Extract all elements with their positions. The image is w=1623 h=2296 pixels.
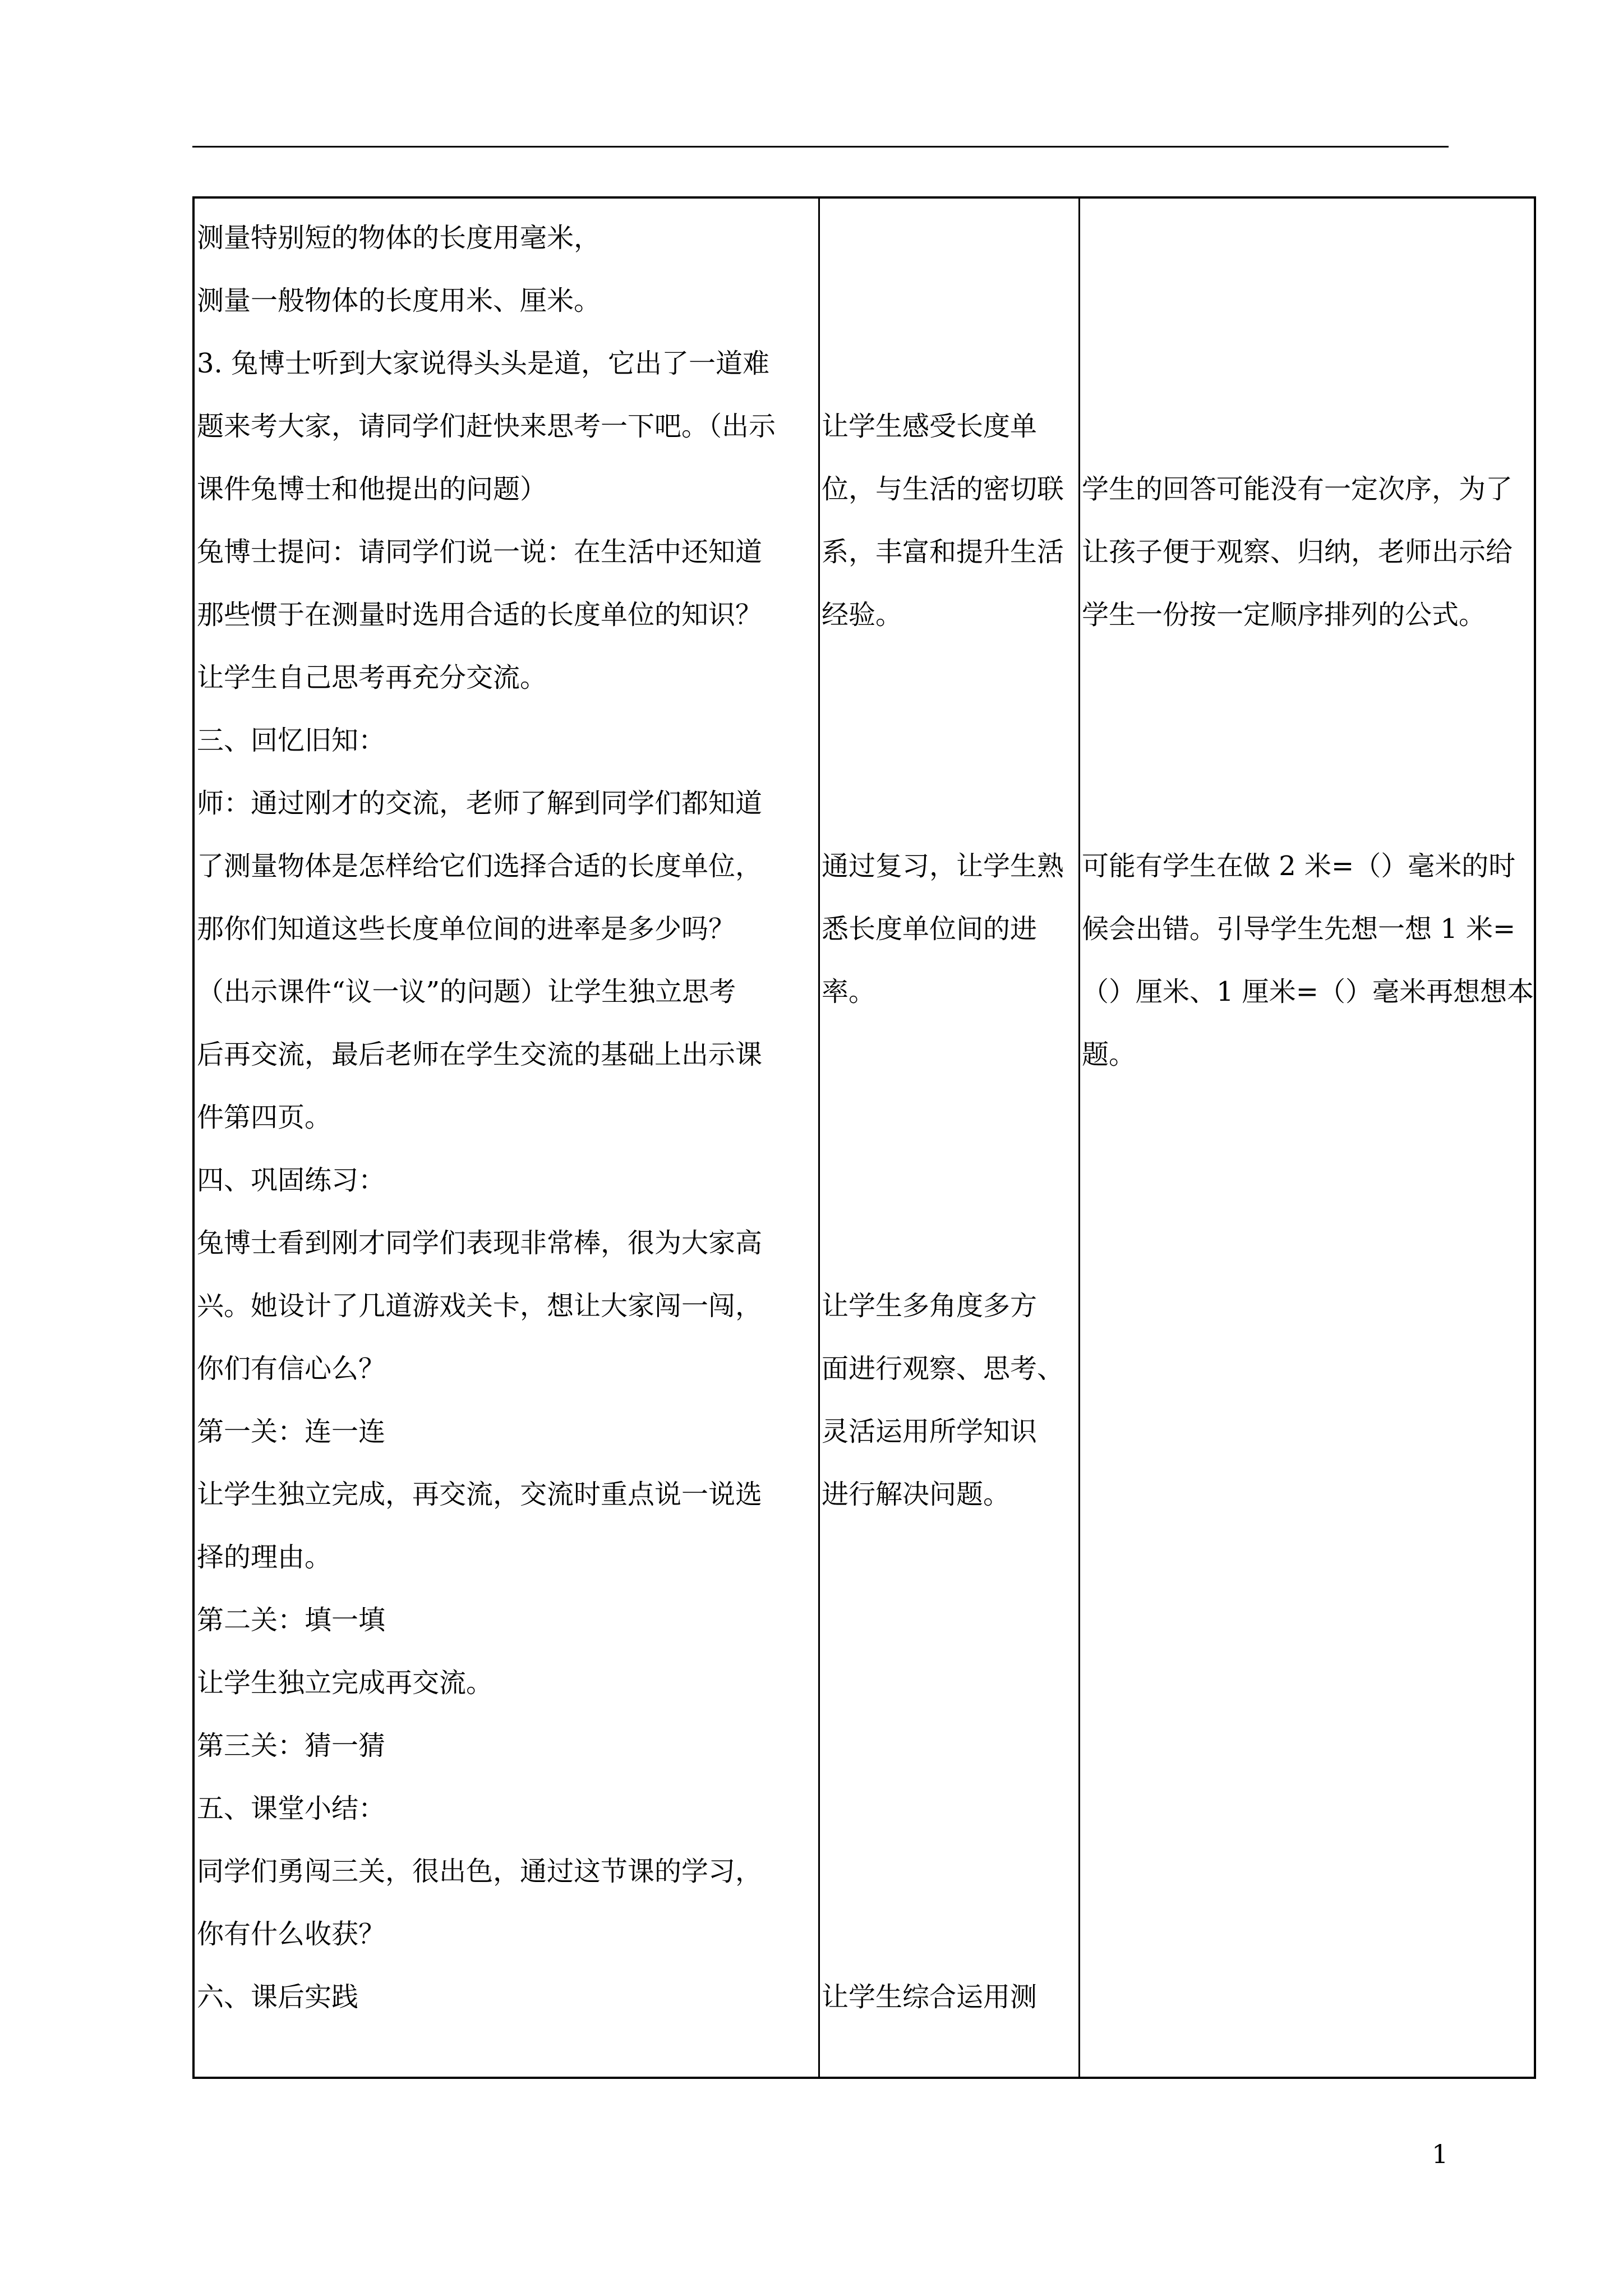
- text-line: 悉长度单位间的进: [822, 913, 1038, 945]
- lesson-plan-table: [192, 196, 1536, 2079]
- text-line: 候会出错。引导学生先想一想 1 米=: [1082, 913, 1516, 945]
- text-line: 你有什么收获？: [197, 1918, 386, 1950]
- text-line: 件第四页。: [197, 1102, 332, 1133]
- header-rule: [192, 146, 1449, 148]
- text-line: 让学生综合运用测: [822, 1981, 1038, 2013]
- text-line: 面进行观察、思考、: [822, 1353, 1064, 1384]
- text-line: 让学生自己思考再充分交流。: [197, 662, 547, 693]
- text-line: 后再交流，最后老师在学生交流的基础上出示课: [197, 1039, 763, 1070]
- text-line: 课件兔博士和他提出的问题）: [197, 473, 547, 505]
- column-divider: [818, 199, 820, 2077]
- text-line: 进行解决问题。: [822, 1479, 1011, 1510]
- text-line: 那些惯于在测量时选用合适的长度单位的知识？: [197, 599, 763, 631]
- text-line: 第三关：猜一猜: [197, 1730, 386, 1761]
- text-line: 让学生多角度多方: [822, 1290, 1038, 1322]
- section-heading: 三、回忆旧知：: [197, 725, 386, 756]
- text-line: 学生一份按一定顺序排列的公式。: [1082, 599, 1486, 631]
- text-line: 让孩子便于观察、归纳，老师出示给: [1082, 536, 1513, 568]
- design-intent-column: [822, 199, 1077, 2077]
- text-line: 灵活运用所学知识: [822, 1416, 1038, 1447]
- text-line: 通过复习，让学生熟: [822, 850, 1064, 882]
- section-heading: 四、巩固练习：: [197, 1165, 386, 1196]
- text-line: 3. 兔博士听到大家说得头头是道，它出了一道难: [197, 348, 770, 379]
- text-line: 可能有学生在做 2 米=（）毫米的时: [1082, 850, 1516, 882]
- text-line: 择的理由。: [197, 1542, 332, 1573]
- column-divider: [1078, 199, 1080, 2077]
- text-line: 测量特别短的物体的长度用毫米，: [197, 222, 601, 254]
- notes-column: [1082, 199, 1533, 2077]
- text-line: 兔博士看到刚才同学们表现非常棒，很为大家高: [197, 1227, 763, 1259]
- text-line: 了测量物体是怎样给它们选择合适的长度单位，: [197, 850, 763, 882]
- text-line: （出示课件“议一议”的问题）让学生独立思考: [197, 976, 736, 1007]
- section-heading: 六、课后实践: [197, 1981, 359, 2013]
- text-line: 兴。她设计了几道游戏关卡，想让大家闯一闯，: [197, 1290, 763, 1322]
- text-line: 率。: [822, 976, 876, 1007]
- text-line: 测量一般物体的长度用米、厘米。: [197, 285, 601, 316]
- text-line: 兔博士提问：请同学们说一说：在生活中还知道: [197, 536, 763, 568]
- text-line: 题来考大家，请同学们赶快来思考一下吧。（出示: [197, 411, 776, 442]
- text-line: （）厘米、1 厘米=（）毫米再想想本: [1082, 976, 1534, 1007]
- text-line: 同学们勇闯三关，很出色，通过这节课的学习，: [197, 1856, 763, 1887]
- text-line: 让学生感受长度单: [822, 411, 1038, 442]
- text-line: 让学生独立完成再交流。: [197, 1667, 494, 1699]
- text-line: 题。: [1082, 1039, 1136, 1070]
- text-line: 师：通过刚才的交流，老师了解到同学们都知道: [197, 788, 763, 819]
- text-line: 经验。: [822, 599, 903, 631]
- text-line: 那你们知道这些长度单位间的进率是多少吗？: [197, 913, 736, 945]
- text-line: 系，丰富和提升生活: [822, 536, 1064, 568]
- text-line: 学生的回答可能没有一定次序，为了: [1082, 473, 1513, 505]
- text-line: 让学生独立完成，再交流，交流时重点说一说选: [197, 1479, 763, 1510]
- section-heading: 五、课堂小结：: [197, 1793, 386, 1824]
- page-number: 1: [1432, 2139, 1449, 2169]
- teaching-process-column: [197, 199, 815, 2077]
- text-line: 第一关：连一连: [197, 1416, 386, 1447]
- text-line: 位，与生活的密切联: [822, 473, 1064, 505]
- text-line: 你们有信心么？: [197, 1353, 386, 1384]
- text-line: 第二关：填一填: [197, 1604, 386, 1636]
